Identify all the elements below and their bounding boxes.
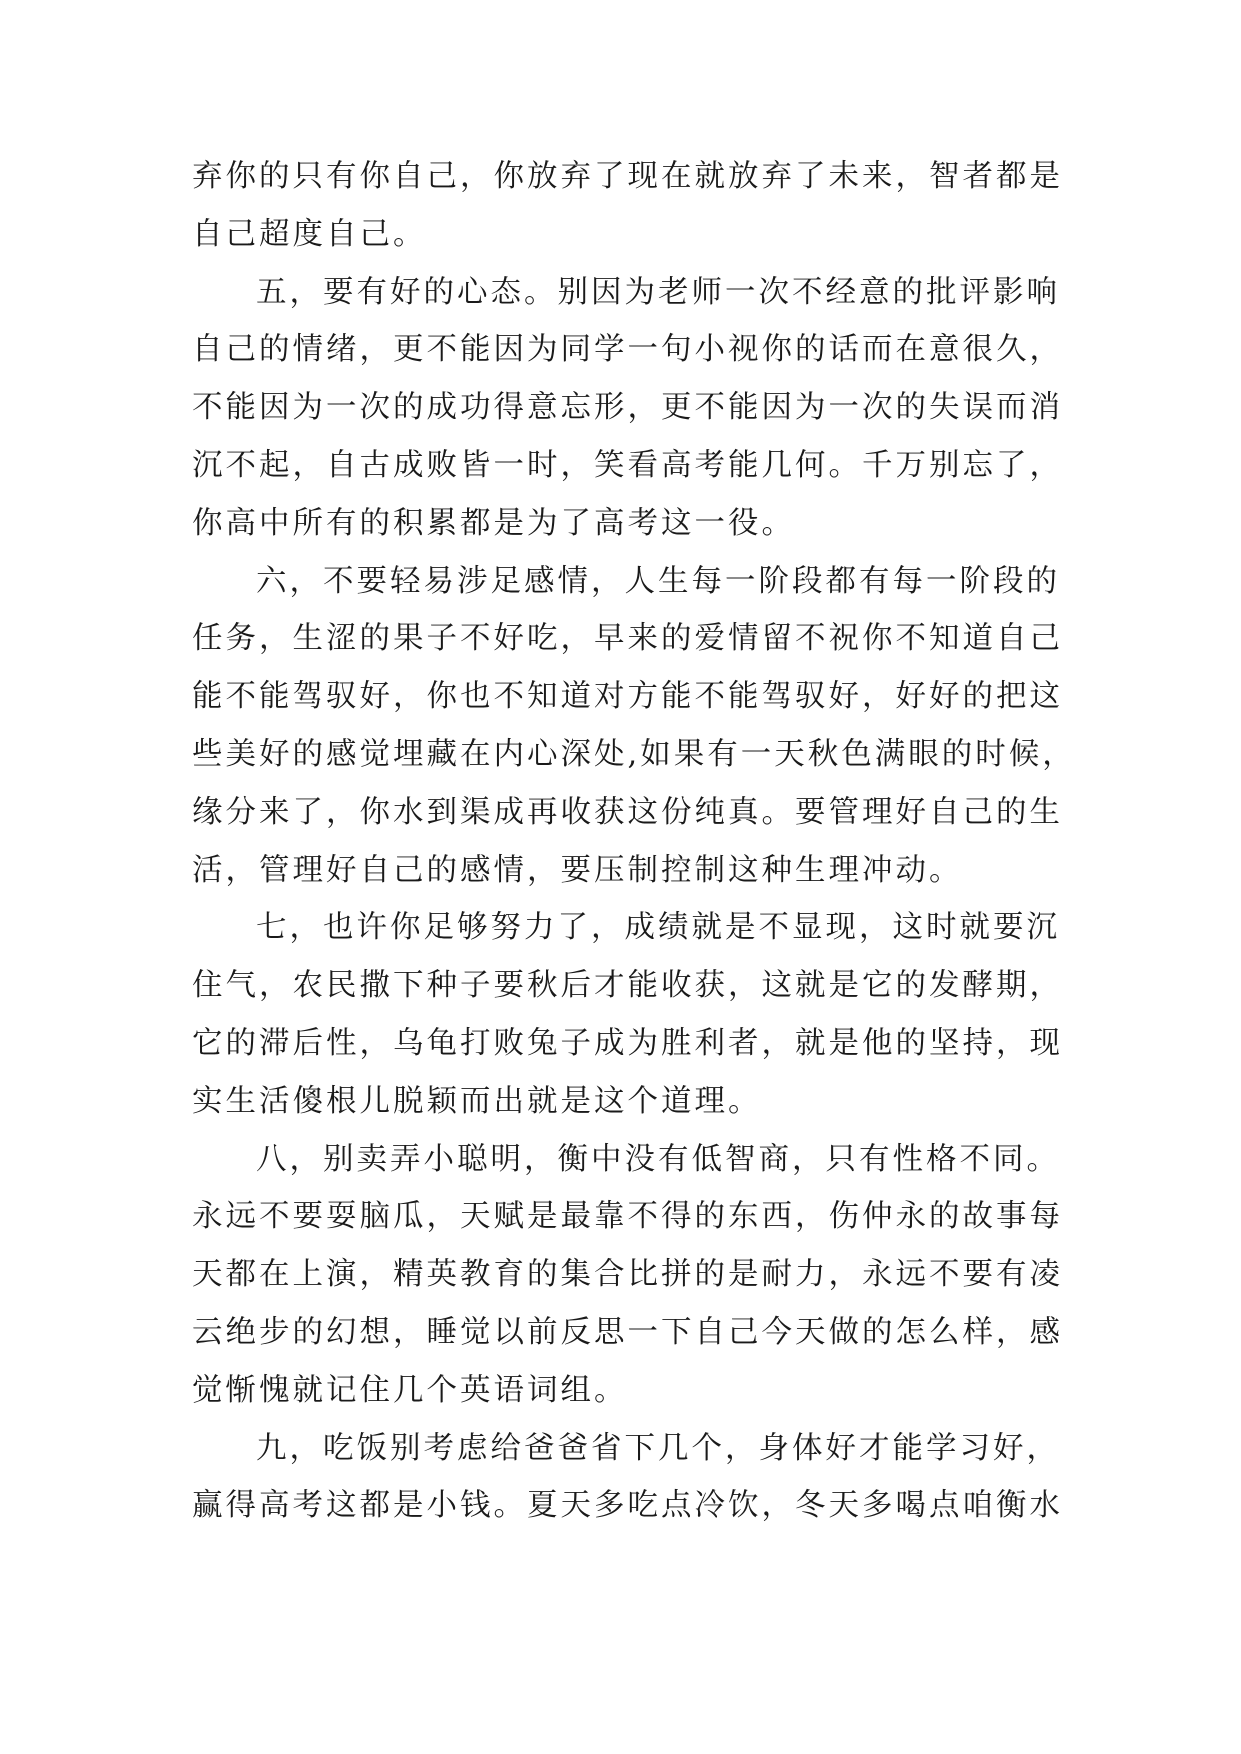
text-line: 缘分来了，你水到渠成再收获这份纯真。要管理好自己的生 bbox=[192, 794, 1063, 830]
text-line: 实生活傻根儿脱颖而出就是这个道理。 bbox=[192, 1083, 762, 1119]
text-line: 些美好的感觉埋藏在内心深处,如果有一天秋色满眼的时候， bbox=[192, 736, 1076, 772]
text-line: 任务，生涩的果子不好吃，早来的爱情留不祝你不知道自己 bbox=[192, 621, 1063, 657]
paragraph bbox=[192, 264, 1063, 553]
text-line: 永远不要耍脑瓜，天赋是最靠不得的东西，伤仲永的故事每 bbox=[192, 1199, 1063, 1235]
paragraph bbox=[192, 1131, 1063, 1420]
paragraph bbox=[192, 1420, 1063, 1536]
text-line: 能不能驾驭好，你也不知道对方能不能驾驭好，好好的把这 bbox=[192, 679, 1063, 715]
text-line: 沉不起，自古成败皆一时，笑看高考能几何。千万别忘了， bbox=[192, 447, 1063, 483]
text-line: 它的滞后性，乌龟打败兔子成为胜利者，就是他的坚持，现 bbox=[192, 1025, 1063, 1061]
text-line: 住气，农民撒下种子要秋后才能收获，这就是它的发酵期， bbox=[192, 968, 1063, 1004]
text-line: 不能因为一次的成功得意忘形，更不能因为一次的失误而消 bbox=[192, 390, 1063, 426]
body-text bbox=[192, 148, 1076, 1535]
text-line: 觉惭愧就记住几个英语词组。 bbox=[192, 1372, 628, 1408]
text-line: 七，也许你足够努力了，成绩就是不显现，这时就要沉 bbox=[256, 910, 1060, 946]
text-line: 九，吃饭别考虑给爸爸省下几个，身体好才能学习好， bbox=[256, 1430, 1060, 1466]
paragraph bbox=[192, 899, 1063, 1130]
document-page bbox=[192, 148, 1076, 1535]
text-line: 弃你的只有你自己，你放弃了现在就放弃了未来，智者都是 bbox=[192, 159, 1063, 194]
text-line: 自己超度自己。 bbox=[192, 216, 427, 252]
paragraph bbox=[192, 553, 1076, 900]
text-line: 自己的情绪，更不能因为同学一句小视你的话而在意很久， bbox=[192, 332, 1063, 368]
text-line: 六，不要轻易涉足感情，人生每一阶段都有每一阶段的 bbox=[256, 563, 1060, 599]
text-line: 活，管理好自己的感情，要压制控制这种生理冲动。 bbox=[192, 852, 963, 888]
text-line: 五，要有好的心态。别因为老师一次不经意的批评影响 bbox=[256, 274, 1060, 310]
text-line: 八，别卖弄小聪明，衡中没有低智商，只有性格不同。 bbox=[256, 1141, 1060, 1177]
text-line: 赢得高考这都是小钱。夏天多吃点冷饮，冬天多喝点咱衡水 bbox=[192, 1488, 1063, 1524]
text-line: 天都在上演，精英教育的集合比拼的是耐力，永远不要有凌 bbox=[192, 1257, 1063, 1293]
paragraph bbox=[192, 148, 1063, 264]
text-line: 你高中所有的积累都是为了高考这一役。 bbox=[192, 505, 795, 541]
text-line: 云绝步的幻想，睡觉以前反思一下自己今天做的怎么样，感 bbox=[192, 1314, 1063, 1350]
